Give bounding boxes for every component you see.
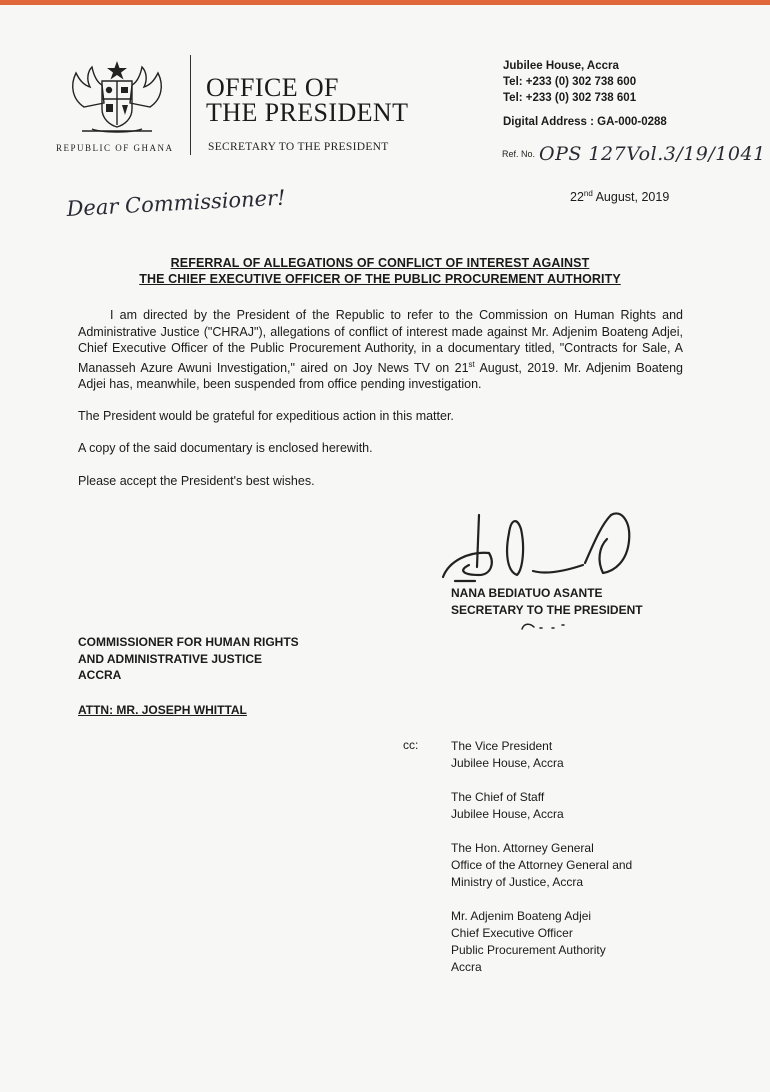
- cc-entry-line: Ministry of Justice, Accra: [451, 875, 584, 889]
- cc-entry: [451, 840, 632, 891]
- reference-handwritten: OPS 127Vol.3/19/1041: [539, 143, 766, 165]
- handwritten-salutation: Dear Commissioner!: [66, 185, 287, 221]
- body-paragraph-2: The President would be grateful for expeditious action in this matter.: [78, 408, 454, 423]
- cc-entry-line: The Hon. Attorney General: [451, 841, 594, 855]
- initials-mark: [518, 619, 578, 633]
- subject-line2: THE CHIEF EXECUTIVE OFFICER OF THE PUBLIC PROCUREMENT AUTHORITY: [139, 272, 621, 286]
- letterhead-divider: [190, 55, 191, 155]
- telephone-1: Tel: +233 (0) 302 738 600: [503, 76, 637, 88]
- handwritten-signature: [435, 505, 655, 595]
- letter-date: [570, 189, 669, 204]
- letter-body: [78, 307, 683, 505]
- cc-entry-line: Accra: [451, 960, 482, 974]
- signatory-name: NANA BEDIATUO ASANTE: [451, 586, 603, 600]
- signatory-block: [451, 585, 643, 619]
- body-paragraph-1: [78, 307, 683, 393]
- cc-entry: [451, 789, 632, 823]
- recipient-line-1: COMMISSIONER FOR HUMAN RIGHTS: [78, 635, 299, 649]
- recipient-address: [78, 634, 299, 684]
- subject-line1: REFERRAL OF ALLEGATIONS OF CONFLICT OF INTEREST AGAINST: [170, 256, 590, 270]
- body-paragraph-3: A copy of the said documentary is enclosed herewith.: [78, 441, 373, 456]
- cc-label: cc:: [403, 738, 419, 752]
- reference-number: [502, 143, 766, 165]
- digital-address: Digital Address : GA-000-0288: [503, 116, 667, 128]
- cc-entry-line: The Vice President: [451, 739, 553, 753]
- cc-entry-line: Jubilee House, Accra: [451, 756, 564, 770]
- address-block: [503, 58, 667, 130]
- cc-entry-line: Public Procurement Authority: [451, 943, 606, 957]
- recipient-line-2: AND ADMINISTRATIVE JUSTICE: [78, 651, 263, 666]
- cc-entry: [451, 908, 632, 976]
- date-suffix: nd: [583, 189, 593, 198]
- cc-entry-line: Office of the Attorney General and: [451, 858, 633, 872]
- subject-heading: [100, 255, 660, 287]
- date-day: 22: [570, 190, 584, 205]
- signatory-title: SECRETARY TO THE PRESIDENT: [451, 603, 643, 617]
- reference-label: Ref. No.: [502, 149, 536, 159]
- cc-entry-line: The Chief of Staff: [451, 790, 545, 804]
- cc-list: [451, 738, 632, 993]
- date-rest: August, 2019: [592, 190, 670, 205]
- body-paragraph-1-part-a: I am directed by the President of the Republic to refer to the Commission on Human Rights and Administrative Justice ("CHRAJ"), allegations of conflict of interest made against Mr. Adjenim Boateng Adjei, Chief Executive Officer of the Public Procurement Authority, in a documentary titled, "Contracts for Sale, A Manasseh Azure Awuni Investigation," aired on Joy News TV on 21: [78, 308, 683, 375]
- republic-label: REPUBLIC OF GHANA: [56, 143, 174, 153]
- cc-entry-line: Chief Executive Officer: [451, 926, 573, 940]
- ghana-coat-of-arms-icon: [62, 59, 172, 139]
- attention-line: ATTN: MR. JOSEPH WHITTAL: [78, 703, 247, 717]
- address-line: Jubilee House, Accra: [503, 60, 619, 72]
- body-paragraph-1-sup: st: [468, 359, 475, 369]
- body-paragraph-1-part-b: August, 2019. Mr. Adjenim Boateng Adjei has, meanwhile, been suspended from office pending investigation.: [78, 360, 683, 392]
- recipient-line-3: ACCRA: [78, 668, 122, 682]
- letter-page: [0, 5, 770, 1092]
- cc-entry-line: Jubilee House, Accra: [451, 807, 564, 821]
- office-title-line2: THE PRESIDENT: [206, 98, 409, 127]
- cc-entry-line: Mr. Adjenim Boateng Adjei: [451, 909, 592, 923]
- telephone-2: Tel: +233 (0) 302 738 601: [503, 92, 637, 104]
- cc-entry: [451, 738, 632, 772]
- body-paragraph-4: Please accept the President's best wishes.: [78, 473, 315, 488]
- office-title: [206, 75, 408, 125]
- office-title-line1: OFFICE OF: [206, 73, 339, 102]
- office-subtitle: SECRETARY TO THE PRESIDENT: [208, 141, 389, 153]
